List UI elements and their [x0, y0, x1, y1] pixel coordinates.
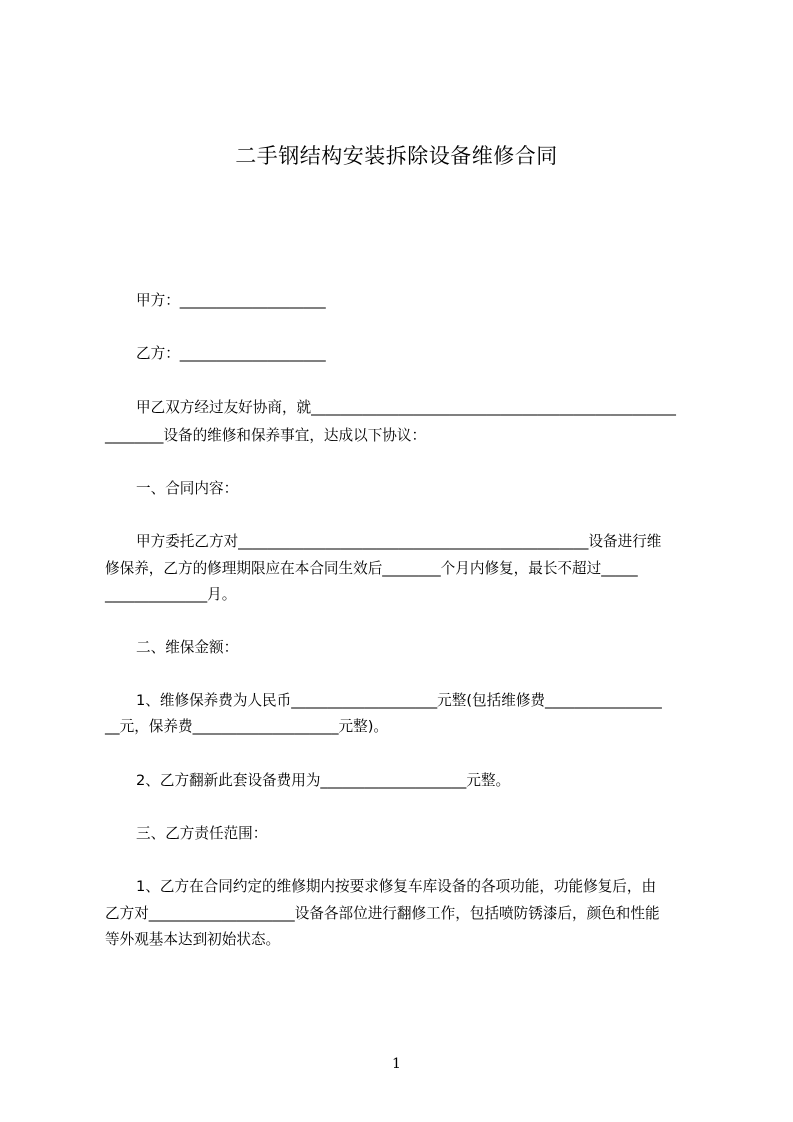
- section-1-line-3: ______________月。: [105, 586, 237, 603]
- party-a-line: 甲方：____________________: [136, 292, 326, 309]
- section-3-heading: 三、乙方责任范围：: [136, 825, 268, 842]
- section-3-item-1-line-2: 乙方对____________________设备各部位进行翻修工作，包括喷防锈漆后，颜色和性能: [105, 905, 660, 922]
- section-3-item-1-line-1: 1、乙方在合同约定的维修期内按要求修复车库设备的各项功能，功能修复后，由: [136, 878, 657, 895]
- page-number: 1: [392, 1056, 401, 1072]
- section-2-item-1-line-2: __元，保养费____________________元整)。: [105, 718, 388, 735]
- party-b-line: 乙方：____________________: [136, 345, 326, 362]
- section-2-item-2: 2、乙方翻新此套设备费用为____________________元整。: [136, 772, 511, 789]
- section-1-line-2: 修保养，乙方的修理期限应在本合同生效后________个月内修复，最长不超过_____: [105, 560, 638, 577]
- section-2-item-1-line-1: 1、维修保养费为人民币____________________元整(包括维修费________________: [136, 692, 662, 709]
- section-1-line-1: 甲方委托乙方对________________________________________________设备进行维: [136, 533, 662, 550]
- document-title: 二手钢结构安装拆除设备维修合同: [235, 144, 558, 168]
- intro-line-2: ________设备的维修和保养事宜，达成以下协议：: [105, 427, 427, 444]
- section-2-heading: 二、维保金额：: [136, 639, 239, 656]
- section-1-heading: 一、合同内容：: [136, 480, 239, 497]
- section-3-item-1-line-3: 等外观基本达到初始状态。: [105, 931, 281, 948]
- intro-line-1: 甲乙双方经过友好协商，就__________________________________________________: [136, 399, 676, 416]
